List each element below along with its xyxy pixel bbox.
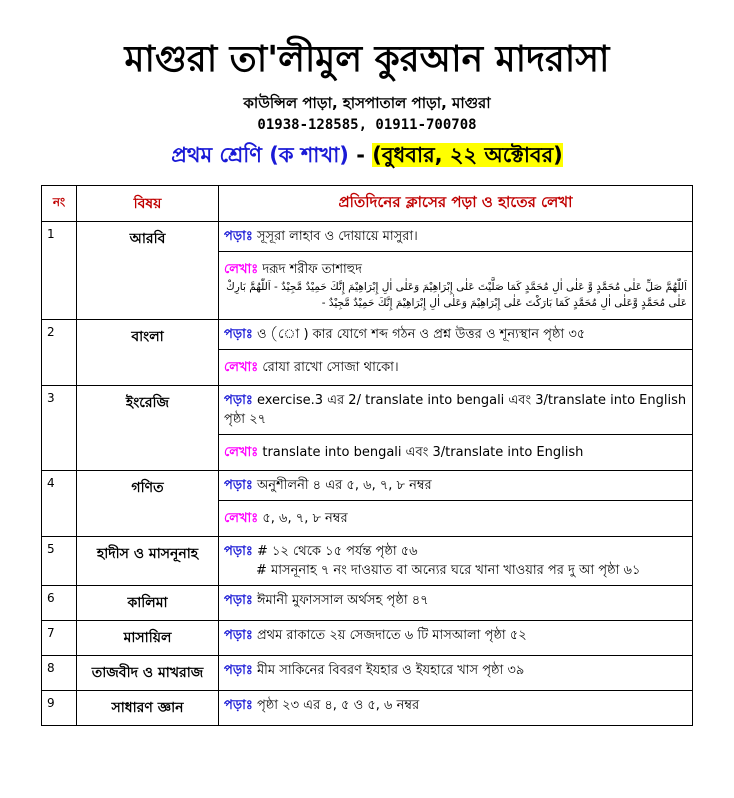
arabic-durood-text: اَللّٰهُمَّ صَلِّ عَلٰى مُحَمَّدٍ وَّ عَلٰى اٰلِ مُحَمَّدٍ كَمَا صَلَّيْتَ عَلٰى إِبْرَاهِيْمَ وَعَلٰى اٰلِ إِبْرَاهِيْمَ إِنَّكَ حَمِيْدٌ مَّجِيْدٌ - اَللّٰهُمَّ بَارِكْ عَلٰى مُحَمَّدٍ وَّعَلٰى اٰلِ مُحَمَّدٍ كَمَا بَارَكْتَ عَلٰى إِبْرَاهِيْمَ وَعَلٰى اٰلِ إِبْرَاهِيْمَ إِنَّكَ حَمِيْدٌ مَّجِيْدٌ - bbox=[226, 281, 687, 309]
reading-text: অনুশীলনী ৪ এর ৫, ৬, ৭, ৮ নম্বর bbox=[256, 478, 432, 493]
reading-label: পড়াঃ bbox=[224, 593, 253, 608]
reading-cell bbox=[219, 656, 693, 691]
reading-label: পড়াঃ bbox=[224, 544, 253, 559]
row-number: 3 bbox=[42, 386, 77, 471]
reading-label: পড়াঃ bbox=[224, 229, 253, 244]
table-row bbox=[42, 586, 693, 621]
table-row bbox=[42, 320, 693, 350]
reading-text-line2: # মাসনূনাহ ৭ নং দাওয়াত বা অন্যের ঘরে খানা খাওয়ার পর দু আ পৃষ্ঠা ৬১ bbox=[256, 563, 641, 578]
reading-label: পড়াঃ bbox=[224, 327, 253, 342]
table-row bbox=[42, 386, 693, 435]
reading-text: exercise.3 এর 2/ translate into bengali এবং 3/translate into English পৃষ্ঠা ২৭ bbox=[224, 393, 687, 427]
writing-text: translate into bengali এবং 3/translate into English bbox=[262, 445, 584, 460]
writing-cell bbox=[219, 252, 693, 320]
date-highlight: (বুধবার, ২২ অক্টোবর) bbox=[372, 143, 563, 167]
reading-label: পড়াঃ bbox=[224, 663, 253, 678]
class-name: প্রথম শ্রেণি (ক শাখা) bbox=[171, 143, 349, 167]
reading-cell bbox=[219, 537, 693, 586]
reading-cell bbox=[219, 586, 693, 621]
row-number: 8 bbox=[42, 656, 77, 691]
lesson-table bbox=[41, 185, 693, 726]
reading-cell bbox=[219, 320, 693, 350]
table-header-row bbox=[42, 186, 693, 222]
column-header-subject: বিষয় bbox=[77, 186, 219, 222]
writing-text: রোযা রাখো সোজা থাকো। bbox=[262, 360, 399, 375]
subject-name: সাধারণ জ্ঞান bbox=[77, 691, 219, 726]
reading-text: প্রথম রাকাতে ২য় সেজদাতে ৬ টি মাসআলা পৃষ্ঠা ৫২ bbox=[256, 628, 527, 643]
table-row bbox=[42, 471, 693, 501]
writing-label: লেখাঃ bbox=[224, 360, 259, 375]
subject-name: কালিমা bbox=[77, 586, 219, 621]
row-number: 2 bbox=[42, 320, 77, 386]
reading-text: # ১২ থেকে ১৫ পর্যন্ত পৃষ্ঠা ৫৬ bbox=[256, 544, 418, 559]
reading-text: মীম সাকিনের বিবরণ ইযহার ও ইযহারে খাস পৃষ্ঠা ৩৯ bbox=[256, 663, 525, 678]
writing-label: লেখাঃ bbox=[224, 445, 259, 460]
subject-name: তাজবীদ ও মাখরাজ bbox=[77, 656, 219, 691]
row-number: 5 bbox=[42, 537, 77, 586]
reading-text: ঈমানী মুফাসসাল অর্থসহ পৃষ্ঠা ৪৭ bbox=[256, 593, 429, 608]
separator: - bbox=[348, 143, 373, 167]
reading-cell bbox=[219, 471, 693, 501]
address: কাউন্সিল পাড়া, হাসপাতাল পাড়া, মাগুরা bbox=[243, 94, 491, 112]
reading-text: ও (ো ) কার যোগে শব্দ গঠন ও প্রশ্ন উত্তর ও শূন্যস্থান পৃষ্ঠা ৩৫ bbox=[256, 327, 586, 342]
table-row bbox=[42, 222, 693, 252]
reading-label: পড়াঃ bbox=[224, 478, 253, 493]
class-heading bbox=[0, 139, 734, 174]
writing-label: লেখাঃ bbox=[224, 511, 259, 526]
writing-text: দরূদ শরীফ তাশাহুদ bbox=[262, 262, 362, 277]
row-number: 7 bbox=[42, 621, 77, 656]
reading-label: পড়াঃ bbox=[224, 698, 253, 713]
table-row bbox=[42, 656, 693, 691]
subject-name: বাংলা bbox=[77, 320, 219, 386]
subject-name: মাসায়িল bbox=[77, 621, 219, 656]
subject-name: হাদীস ও মাসনূনাহ bbox=[77, 537, 219, 586]
table-row bbox=[42, 691, 693, 726]
subject-name: গণিত bbox=[77, 471, 219, 537]
reading-cell bbox=[219, 691, 693, 726]
reading-cell bbox=[219, 621, 693, 656]
table-row bbox=[42, 621, 693, 656]
writing-cell bbox=[219, 435, 693, 471]
phone-numbers: 01938-128585, 01911-700708 bbox=[257, 117, 477, 133]
reading-text: পৃষ্ঠা ২৩ এর ৪, ৫ ও ৫, ৬ নম্বর bbox=[256, 698, 420, 713]
reading-cell bbox=[219, 386, 693, 435]
subject-name: আরবি bbox=[77, 222, 219, 320]
writing-cell bbox=[219, 501, 693, 537]
subject-name: ইংরেজি bbox=[77, 386, 219, 471]
madrasa-title: মাগুরা তা'লীমুল কুরআন মাদরাসা bbox=[124, 39, 610, 80]
row-number: 6 bbox=[42, 586, 77, 621]
writing-label: লেখাঃ bbox=[224, 262, 259, 277]
reading-cell bbox=[219, 222, 693, 252]
reading-label: পড়াঃ bbox=[224, 628, 253, 643]
reading-label: পড়াঃ bbox=[224, 393, 253, 408]
writing-cell bbox=[219, 350, 693, 386]
column-header-no: নং bbox=[42, 186, 77, 222]
reading-text: সূসূরা লাহাব ও দোয়ায়ে মাসুরা। bbox=[256, 229, 418, 244]
column-header-lessons: প্রতিদিনের ক্লাসের পড়া ও হাতের লেখা bbox=[219, 186, 693, 222]
writing-text: ৫, ৬, ৭, ৮ নম্বর bbox=[262, 511, 348, 526]
row-number: 9 bbox=[42, 691, 77, 726]
row-number: 1 bbox=[42, 222, 77, 320]
table-row bbox=[42, 537, 693, 586]
row-number: 4 bbox=[42, 471, 77, 537]
